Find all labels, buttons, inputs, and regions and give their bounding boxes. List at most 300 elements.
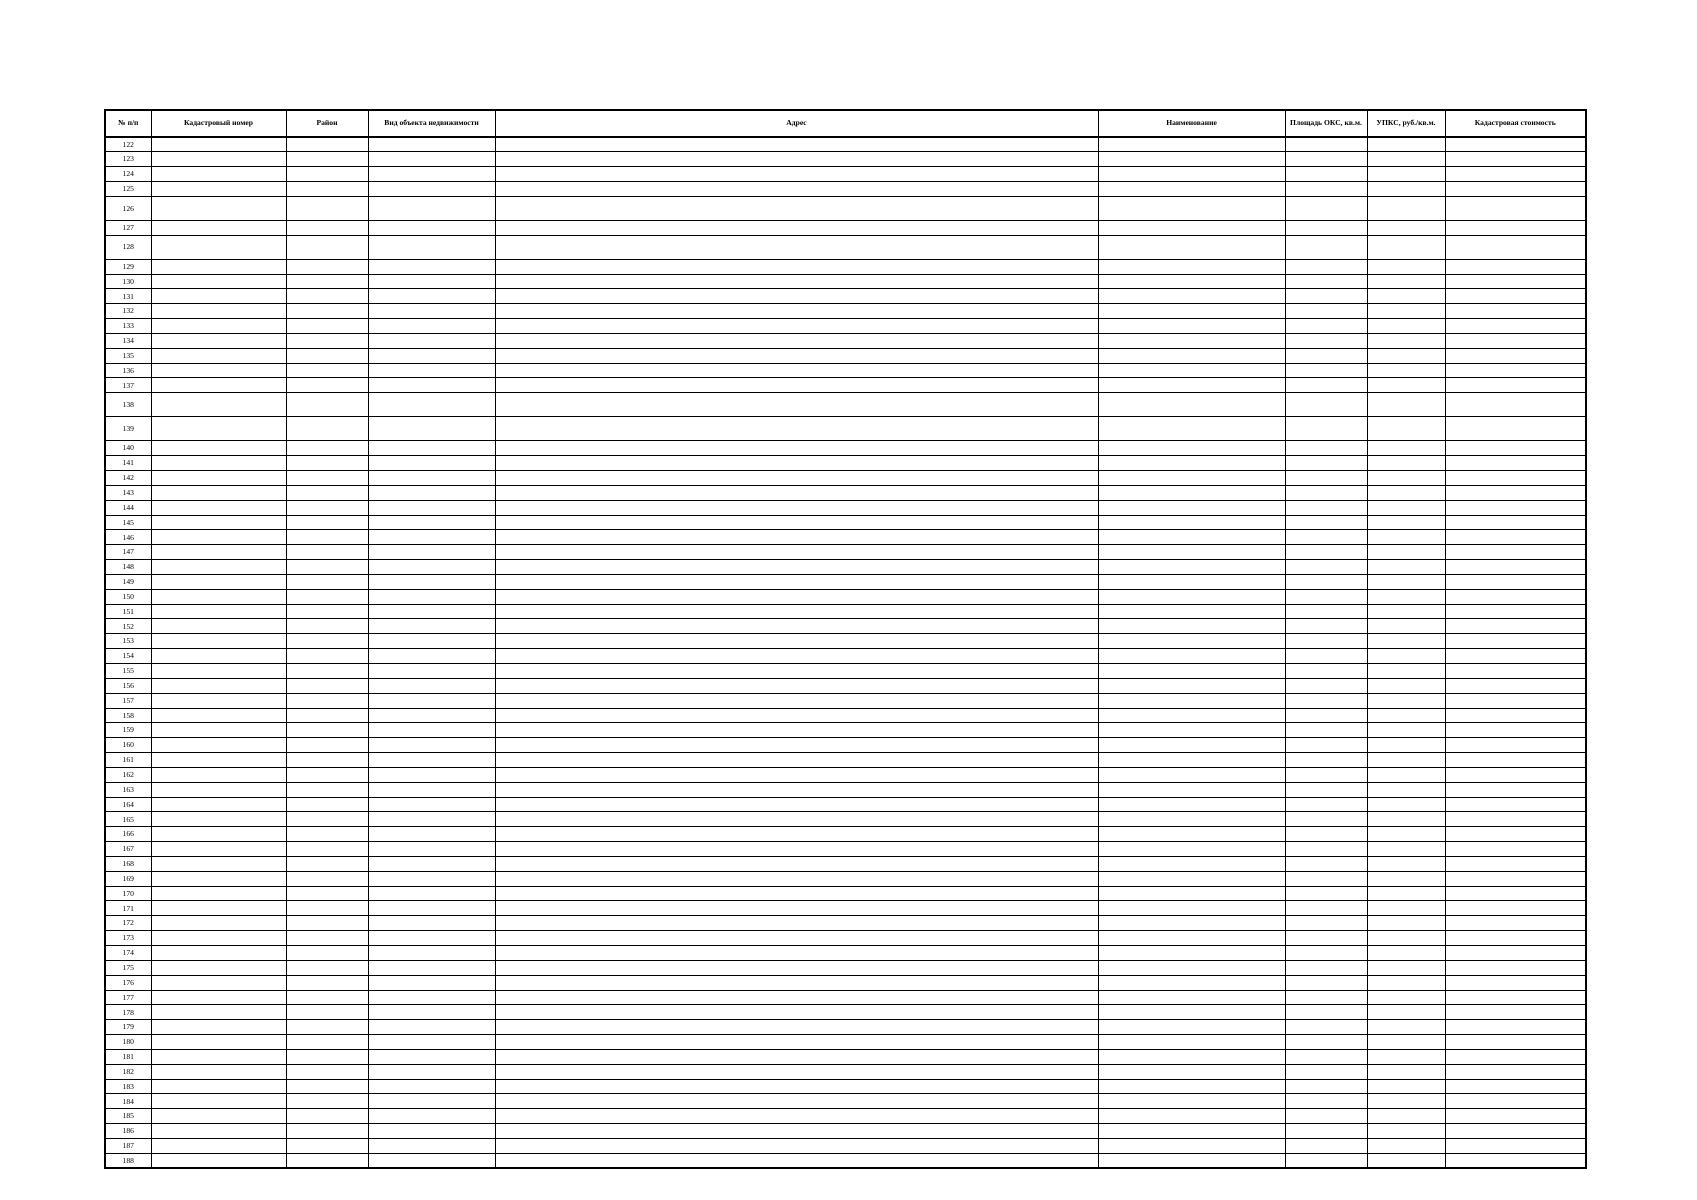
cell-name [1098, 797, 1285, 812]
cell-upks [1367, 393, 1445, 417]
cell-object-type [368, 842, 495, 857]
cell-name [1098, 842, 1285, 857]
cell-object-type [368, 1094, 495, 1109]
table-row [105, 589, 1586, 604]
table-row [105, 259, 1586, 274]
cell-cadastral-number [151, 471, 286, 486]
cell-district [286, 137, 368, 152]
cell-object-type [368, 634, 495, 649]
cell-name [1098, 663, 1285, 678]
cell-num: 138 [105, 393, 151, 417]
cell-upks [1367, 960, 1445, 975]
cell-district [286, 530, 368, 545]
cell-object-type [368, 797, 495, 812]
cell-object-type [368, 1124, 495, 1139]
cell-name [1098, 393, 1285, 417]
cell-district [286, 901, 368, 916]
cell-area [1285, 871, 1367, 886]
cell-object-type [368, 589, 495, 604]
cell-cadastral-value [1445, 1049, 1586, 1064]
cell-object-type [368, 1064, 495, 1079]
cell-area [1285, 152, 1367, 167]
table-row [105, 1094, 1586, 1109]
cell-name [1098, 441, 1285, 456]
cell-object-type [368, 304, 495, 319]
cell-name [1098, 259, 1285, 274]
cell-upks [1367, 767, 1445, 782]
cell-area [1285, 515, 1367, 530]
cell-cadastral-value [1445, 289, 1586, 304]
cell-upks [1367, 574, 1445, 589]
cell-cadastral-value [1445, 500, 1586, 515]
cell-area [1285, 560, 1367, 575]
cell-name [1098, 417, 1285, 441]
cell-upks [1367, 856, 1445, 871]
cell-address [495, 456, 1098, 471]
table-row [105, 289, 1586, 304]
cell-district [286, 196, 368, 220]
cell-cadastral-number [151, 827, 286, 842]
cell-name [1098, 871, 1285, 886]
table-row [105, 167, 1586, 182]
cell-num: 125 [105, 182, 151, 197]
cell-cadastral-value [1445, 871, 1586, 886]
cell-cadastral-number [151, 946, 286, 961]
table-row [105, 348, 1586, 363]
cell-cadastral-number [151, 1020, 286, 1035]
cell-object-type [368, 456, 495, 471]
cell-object-type [368, 152, 495, 167]
cell-cadastral-number [151, 485, 286, 500]
cell-num: 177 [105, 990, 151, 1005]
cell-num: 126 [105, 196, 151, 220]
table-row [105, 500, 1586, 515]
cell-num: 161 [105, 753, 151, 768]
cell-cadastral-value [1445, 220, 1586, 235]
cell-area [1285, 319, 1367, 334]
cell-object-type [368, 1109, 495, 1124]
cadastral-value-table [104, 109, 1587, 1169]
cell-district [286, 634, 368, 649]
cell-object-type [368, 393, 495, 417]
cell-num: 149 [105, 574, 151, 589]
cell-cadastral-number [151, 678, 286, 693]
cell-address [495, 167, 1098, 182]
cell-cadastral-value [1445, 167, 1586, 182]
cell-object-type [368, 693, 495, 708]
cell-area [1285, 1079, 1367, 1094]
cell-area [1285, 137, 1367, 152]
cell-upks [1367, 1138, 1445, 1153]
cell-num: 170 [105, 886, 151, 901]
cell-address [495, 348, 1098, 363]
cell-object-type [368, 319, 495, 334]
header-row [105, 110, 1586, 137]
cell-district [286, 589, 368, 604]
table-row [105, 767, 1586, 782]
header-num: № п/п [105, 110, 151, 137]
cell-upks [1367, 931, 1445, 946]
cell-cadastral-number [151, 304, 286, 319]
cell-upks [1367, 471, 1445, 486]
cell-cadastral-number [151, 782, 286, 797]
cell-address [495, 767, 1098, 782]
cell-cadastral-number [151, 456, 286, 471]
cell-address [495, 678, 1098, 693]
cell-cadastral-number [151, 545, 286, 560]
cell-num: 137 [105, 378, 151, 393]
cell-name [1098, 901, 1285, 916]
cell-district [286, 471, 368, 486]
cell-object-type [368, 960, 495, 975]
table-row [105, 545, 1586, 560]
cell-cadastral-value [1445, 1020, 1586, 1035]
cell-name [1098, 545, 1285, 560]
cell-upks [1367, 167, 1445, 182]
cell-object-type [368, 485, 495, 500]
cell-object-type [368, 417, 495, 441]
cell-district [286, 990, 368, 1005]
cell-cadastral-value [1445, 693, 1586, 708]
cell-address [495, 693, 1098, 708]
cell-name [1098, 812, 1285, 827]
cell-address [495, 604, 1098, 619]
cell-cadastral-value [1445, 196, 1586, 220]
cell-area [1285, 220, 1367, 235]
cell-name [1098, 990, 1285, 1005]
header-district: Район [286, 110, 368, 137]
cell-area [1285, 708, 1367, 723]
cell-upks [1367, 182, 1445, 197]
cell-name [1098, 1124, 1285, 1139]
cell-object-type [368, 990, 495, 1005]
cell-num: 145 [105, 515, 151, 530]
cell-address [495, 619, 1098, 634]
cell-district [286, 167, 368, 182]
cell-num: 179 [105, 1020, 151, 1035]
cell-cadastral-number [151, 363, 286, 378]
cell-area [1285, 485, 1367, 500]
cell-cadastral-number [151, 530, 286, 545]
cell-area [1285, 500, 1367, 515]
cell-upks [1367, 220, 1445, 235]
cell-upks [1367, 363, 1445, 378]
cell-name [1098, 886, 1285, 901]
cell-area [1285, 649, 1367, 664]
table-row [105, 1138, 1586, 1153]
cell-area [1285, 393, 1367, 417]
cell-num: 180 [105, 1035, 151, 1050]
table-row [105, 333, 1586, 348]
cell-cadastral-value [1445, 604, 1586, 619]
cell-area [1285, 1064, 1367, 1079]
cell-area [1285, 1124, 1367, 1139]
cell-district [286, 1020, 368, 1035]
cell-num: 183 [105, 1079, 151, 1094]
cell-object-type [368, 274, 495, 289]
table-row [105, 441, 1586, 456]
cell-district [286, 619, 368, 634]
cell-district [286, 738, 368, 753]
cell-district [286, 753, 368, 768]
cell-cadastral-number [151, 960, 286, 975]
cell-num: 173 [105, 931, 151, 946]
cell-name [1098, 319, 1285, 334]
cell-address [495, 1094, 1098, 1109]
cell-num: 166 [105, 827, 151, 842]
cell-name [1098, 560, 1285, 575]
cell-area [1285, 471, 1367, 486]
cell-object-type [368, 441, 495, 456]
cell-area [1285, 441, 1367, 456]
cell-address [495, 797, 1098, 812]
cell-name [1098, 1153, 1285, 1168]
table-row [105, 753, 1586, 768]
cell-address [495, 530, 1098, 545]
cell-num: 184 [105, 1094, 151, 1109]
cell-upks [1367, 827, 1445, 842]
cell-district [286, 782, 368, 797]
cell-num: 158 [105, 708, 151, 723]
cell-address [495, 304, 1098, 319]
cell-area [1285, 723, 1367, 738]
cell-upks [1367, 274, 1445, 289]
cell-cadastral-value [1445, 856, 1586, 871]
cell-upks [1367, 975, 1445, 990]
cell-area [1285, 619, 1367, 634]
table-header [105, 110, 1586, 137]
cell-cadastral-number [151, 649, 286, 664]
cell-upks [1367, 1049, 1445, 1064]
table-row [105, 471, 1586, 486]
cell-object-type [368, 500, 495, 515]
cell-num: 146 [105, 530, 151, 545]
cell-name [1098, 1020, 1285, 1035]
cell-object-type [368, 515, 495, 530]
cell-address [495, 333, 1098, 348]
cell-area [1285, 289, 1367, 304]
cell-upks [1367, 560, 1445, 575]
table-row [105, 1124, 1586, 1139]
table-row [105, 856, 1586, 871]
cell-upks [1367, 619, 1445, 634]
cell-address [495, 417, 1098, 441]
table-row [105, 152, 1586, 167]
cell-name [1098, 753, 1285, 768]
cell-cadastral-number [151, 137, 286, 152]
cell-address [495, 738, 1098, 753]
cell-num: 127 [105, 220, 151, 235]
table-row [105, 782, 1586, 797]
cell-address [495, 363, 1098, 378]
cell-cadastral-number [151, 738, 286, 753]
cell-cadastral-number [151, 220, 286, 235]
cell-upks [1367, 649, 1445, 664]
cell-num: 174 [105, 946, 151, 961]
cell-address [495, 545, 1098, 560]
cell-num: 159 [105, 723, 151, 738]
cell-num: 156 [105, 678, 151, 693]
cell-cadastral-number [151, 515, 286, 530]
cell-cadastral-value [1445, 842, 1586, 857]
cell-cadastral-value [1445, 678, 1586, 693]
cell-district [286, 723, 368, 738]
cell-cadastral-value [1445, 960, 1586, 975]
cell-cadastral-value [1445, 137, 1586, 152]
table-row [105, 842, 1586, 857]
cell-object-type [368, 916, 495, 931]
cell-cadastral-number [151, 378, 286, 393]
cell-cadastral-value [1445, 348, 1586, 363]
cell-cadastral-value [1445, 589, 1586, 604]
cell-object-type [368, 812, 495, 827]
cell-district [286, 1094, 368, 1109]
cell-object-type [368, 901, 495, 916]
cell-address [495, 471, 1098, 486]
cell-num: 147 [105, 545, 151, 560]
cell-upks [1367, 916, 1445, 931]
cell-cadastral-number [151, 348, 286, 363]
cell-name [1098, 856, 1285, 871]
cell-cadastral-value [1445, 530, 1586, 545]
table-row [105, 485, 1586, 500]
cell-cadastral-number [151, 1153, 286, 1168]
cell-object-type [368, 753, 495, 768]
cell-num: 130 [105, 274, 151, 289]
cell-area [1285, 1049, 1367, 1064]
cell-area [1285, 842, 1367, 857]
cell-address [495, 708, 1098, 723]
cell-cadastral-value [1445, 812, 1586, 827]
cell-name [1098, 1005, 1285, 1020]
cell-address [495, 1005, 1098, 1020]
table-row [105, 1005, 1586, 1020]
cell-address [495, 990, 1098, 1005]
table-row [105, 946, 1586, 961]
cell-upks [1367, 589, 1445, 604]
cell-address [495, 152, 1098, 167]
cell-area [1285, 196, 1367, 220]
cell-num: 128 [105, 235, 151, 259]
cell-district [286, 812, 368, 827]
cell-upks [1367, 196, 1445, 220]
cell-upks [1367, 235, 1445, 259]
cell-upks [1367, 485, 1445, 500]
table-row [105, 363, 1586, 378]
cell-district [286, 1124, 368, 1139]
cell-cadastral-number [151, 708, 286, 723]
cell-cadastral-value [1445, 393, 1586, 417]
cell-name [1098, 220, 1285, 235]
cell-cadastral-number [151, 1005, 286, 1020]
cell-name [1098, 515, 1285, 530]
cell-object-type [368, 782, 495, 797]
cell-object-type [368, 333, 495, 348]
cell-object-type [368, 975, 495, 990]
cell-cadastral-number [151, 1138, 286, 1153]
cell-object-type [368, 604, 495, 619]
cell-cadastral-value [1445, 441, 1586, 456]
cell-cadastral-value [1445, 723, 1586, 738]
cell-area [1285, 1005, 1367, 1020]
cell-cadastral-value [1445, 975, 1586, 990]
cell-cadastral-value [1445, 708, 1586, 723]
table-row [105, 456, 1586, 471]
cell-num: 167 [105, 842, 151, 857]
table-row [105, 1020, 1586, 1035]
cell-area [1285, 378, 1367, 393]
cell-cadastral-value [1445, 946, 1586, 961]
table-row [105, 931, 1586, 946]
cell-area [1285, 916, 1367, 931]
cell-address [495, 485, 1098, 500]
cell-name [1098, 738, 1285, 753]
cell-district [286, 274, 368, 289]
cell-object-type [368, 723, 495, 738]
table-row [105, 274, 1586, 289]
cell-name [1098, 274, 1285, 289]
cell-upks [1367, 723, 1445, 738]
cell-address [495, 1124, 1098, 1139]
cell-cadastral-number [151, 274, 286, 289]
cell-area [1285, 678, 1367, 693]
table-row [105, 649, 1586, 664]
table-row [105, 738, 1586, 753]
cell-object-type [368, 827, 495, 842]
cell-cadastral-number [151, 319, 286, 334]
cell-district [286, 1049, 368, 1064]
cell-name [1098, 304, 1285, 319]
cell-cadastral-value [1445, 916, 1586, 931]
cell-address [495, 378, 1098, 393]
cell-area [1285, 634, 1367, 649]
cell-name [1098, 378, 1285, 393]
cell-object-type [368, 220, 495, 235]
cell-num: 168 [105, 856, 151, 871]
cell-cadastral-value [1445, 1035, 1586, 1050]
cell-upks [1367, 663, 1445, 678]
cell-cadastral-number [151, 560, 286, 575]
cell-num: 134 [105, 333, 151, 348]
cell-cadastral-number [151, 1109, 286, 1124]
cell-num: 176 [105, 975, 151, 990]
cell-cadastral-number [151, 589, 286, 604]
document-page [104, 109, 1585, 1169]
cell-upks [1367, 530, 1445, 545]
cell-address [495, 393, 1098, 417]
cell-object-type [368, 259, 495, 274]
cell-name [1098, 827, 1285, 842]
cell-num: 165 [105, 812, 151, 827]
cell-area [1285, 574, 1367, 589]
cell-num: 150 [105, 589, 151, 604]
table-row [105, 137, 1586, 152]
table-row [105, 827, 1586, 842]
cell-num: 188 [105, 1153, 151, 1168]
cell-address [495, 319, 1098, 334]
cell-address [495, 975, 1098, 990]
table-row [105, 530, 1586, 545]
cell-cadastral-number [151, 182, 286, 197]
cell-district [286, 693, 368, 708]
cell-area [1285, 767, 1367, 782]
cell-cadastral-number [151, 1049, 286, 1064]
table-row [105, 574, 1586, 589]
cell-address [495, 196, 1098, 220]
cell-num: 155 [105, 663, 151, 678]
cell-name [1098, 723, 1285, 738]
cell-area [1285, 931, 1367, 946]
